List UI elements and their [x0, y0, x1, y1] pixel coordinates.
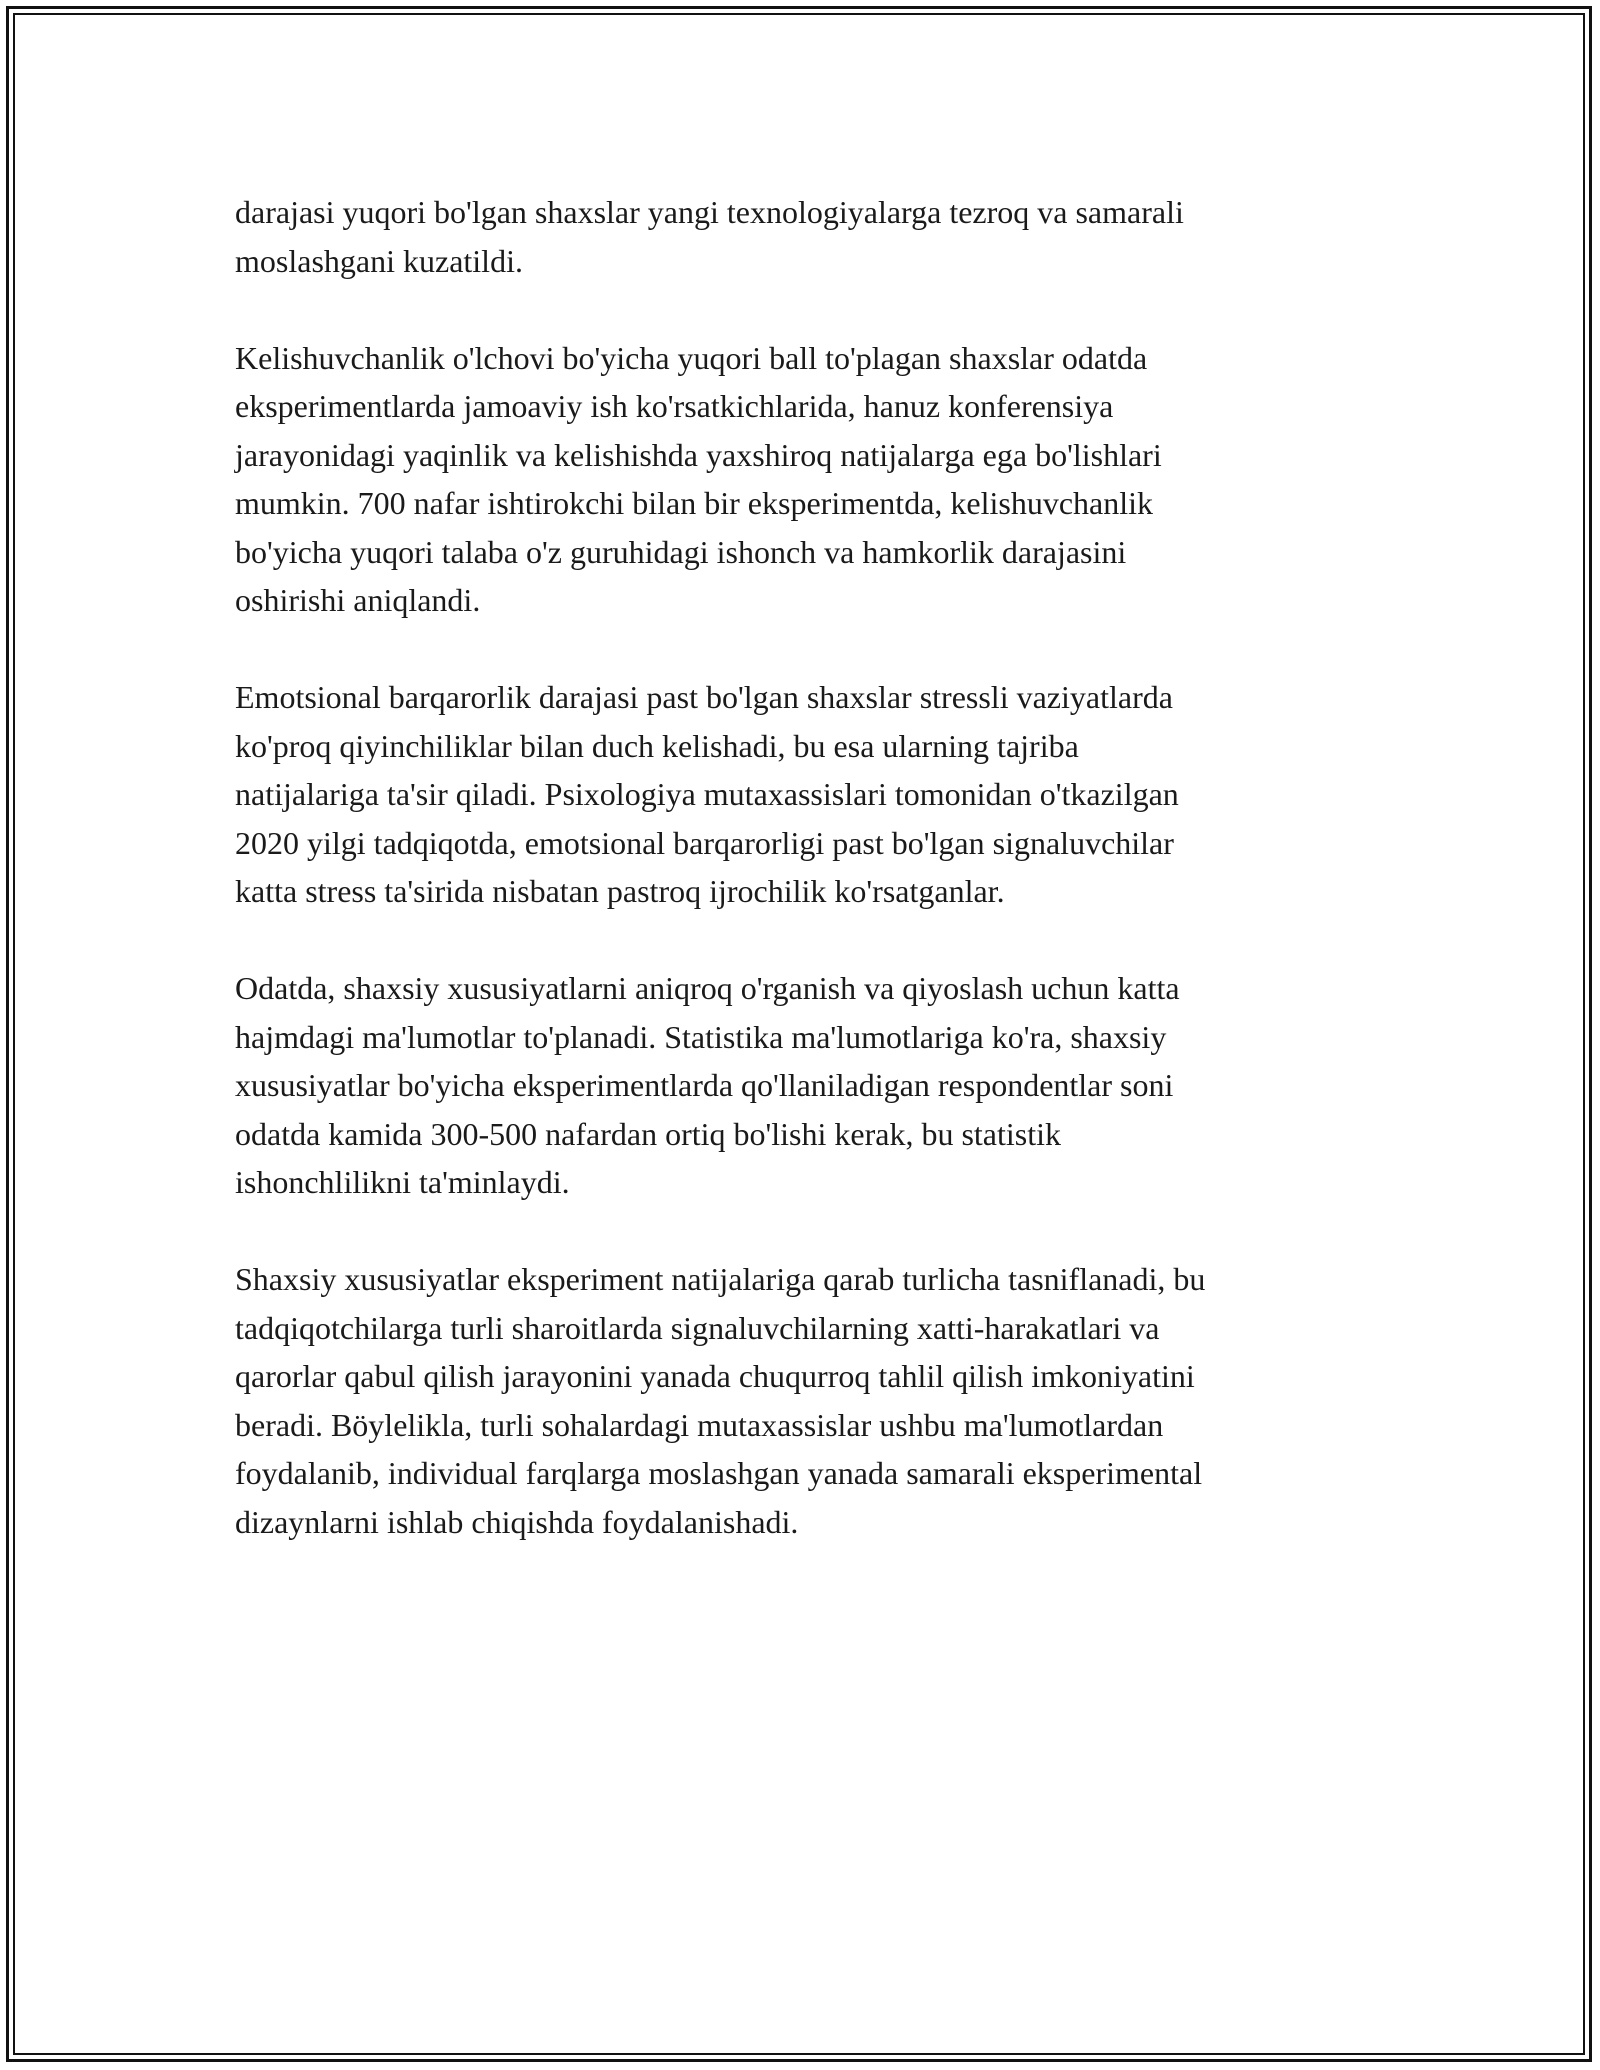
paragraph: Kelishuvchanlik o'lchovi bo'yicha yuqori ball to'plagan shaxslar odatda eksperimentlarda jamoaviy ish ko'rsatkichlarida, hanuz konferensiya jarayonidagi yaqinlik va kelishishda yaxshiroq natijalarga ega bo'lishlari mumkin. 700 nafar ishtirokchi bilan bir eksperimentda, kelishuvchanlik bo'yicha yuqori talaba o'z guruhidagi ishonch va hamkorlik darajasini oshirishi aniqlandi.: [235, 339, 1162, 618]
paragraph: Emotsional barqarorlik darajasi past bo'lgan shaxslar stressli vaziyatlarda ko'proq qiyinchiliklar bilan duch kelishadi, bu esa ularning tajriba natijalariga ta'sir qiladi. Psixologiya mutaxassislari tomonidan o'tkazilgan 2020 yilgi tadqiqotda, emotsional barqarorligi past bo'lgan signaluvchilar katta stress ta'sirida nisbatan pastroq ijrochilik ko'rsatganlar.: [235, 679, 1179, 909]
paragraph: darajasi yuqori bo'lgan shaxslar yangi texnologiyalarga tezroq va samarali moslashgani kuzatildi.: [235, 194, 1184, 279]
paragraph: Shaxsiy xususiyatlar eksperiment natijalariga qarab turlicha tasniflanadi, bu tadqiqotchilarga turli sharoitlarda signaluvchilarning xatti-harakatlari va qarorlar qabul qilish jarayonini yanada chuqurroq tahlil qilish imkoniyatini beradi. Böylelikla, turli sohalardagi mutaxassislar ushbu ma'lumotlardan foydalanib, individual farqlarga moslashgan yanada samarali eksperimental dizaynlarni ishlab chiqishda foydalanishadi.: [235, 1261, 1206, 1540]
paragraph: Odatda, shaxsiy xususiyatlarni aniqroq o'rganish va qiyoslash uchun katta hajmdagi ma'lumotlar to'planadi. Statistika ma'lumotlariga ko'ra, shaxsiy xususiyatlar bo'yicha eksperimentlarda qo'llaniladigan respondentlar soni odatda kamida 300-500 nafardan ortiq bo'lishi kerak, bu statistik ishonchlilikni ta'minlaydi.: [235, 970, 1180, 1200]
document-body: [235, 188, 1365, 1595]
